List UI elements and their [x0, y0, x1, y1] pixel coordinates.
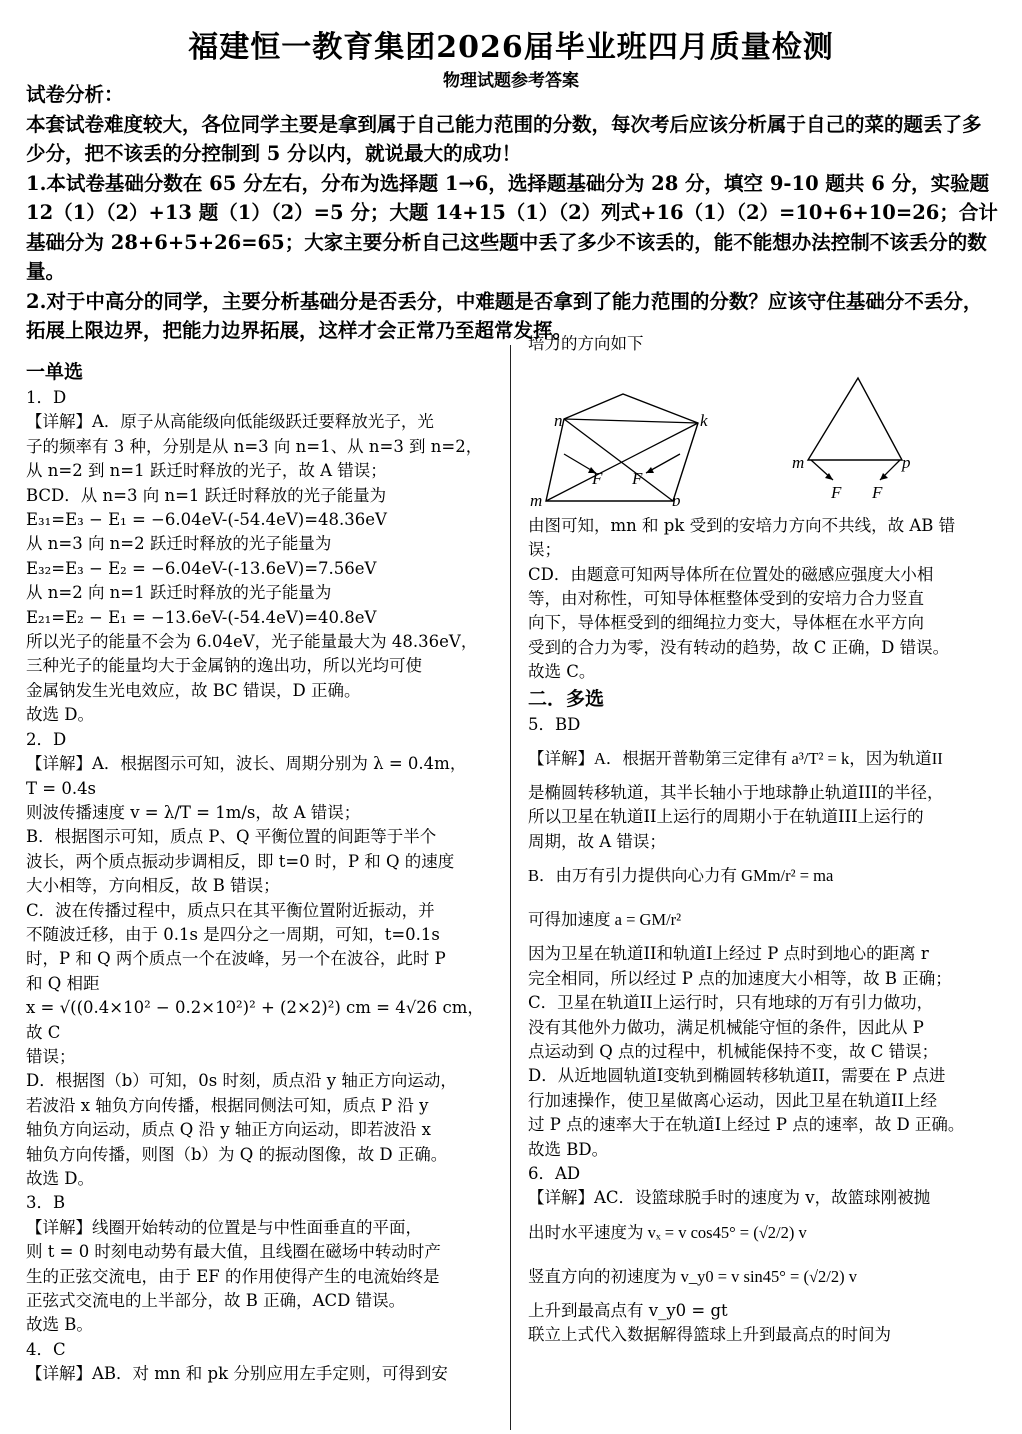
label-F: F	[831, 483, 842, 503]
answer-line: 【详解】AC．设篮球脱手时的速度为 v，故篮球刚被抛	[528, 1188, 931, 1208]
answer-line: 波长，两个质点振动步调相反，即 t=0 时，P 和 Q 的速度	[26, 851, 455, 871]
answer-line: 【详解】A．原子从高能级向低能级跃迁要释放光子，光	[26, 412, 434, 432]
answer-line: 行加速操作，使卫星做离心运动，因此卫星在轨道II上经	[528, 1090, 938, 1110]
answer-line: 等，由对称性，可知导体框整体受到的安培力合力竖直	[528, 589, 924, 609]
answer-line: 正弦式交流电的上半部分，故 B 正确，ACD 错误。	[26, 1291, 406, 1311]
answer-line: 【详解】A．根据图示可知，波长、周期分别为 λ = 0.4m，	[26, 754, 467, 774]
answer-line: 三种光子的能量均大于金属钠的逸出功，所以光均可使	[26, 656, 422, 676]
answer-line: 3．B	[26, 1193, 66, 1213]
vertical-velocity-line: 竖直方向的初速度为 v_y0 = v sin45° = (√2/2) v	[528, 1266, 857, 1286]
analysis-paragraph-3: 2.对于中高分的同学，主要分析基础分是否丢分，中难题是否拿到了能力范围的分数？应该守住基础分不丢分，拓展上限边界，把能力边界拓展，这样才会正常乃至超常发挥。	[26, 289, 983, 342]
answer-line: 过 P 点的速率大于在轨道I上经过 P 点的速率，故 D 正确。	[528, 1115, 965, 1135]
answer-line: 生的正弦交流电，由于 EF 的作用使得产生的电流始终是	[26, 1266, 440, 1286]
answer-line: 从 n=2 到 n=1 跃迁时释放的光子，故 A 错误；	[26, 461, 387, 481]
answer-line: C．波在传播过程中，质点只在其平衡位置附近振动，并	[26, 900, 435, 920]
right-answer-lines-b	[528, 781, 998, 854]
answer-line: 2．D	[26, 729, 67, 749]
horizontal-velocity-line: 出时水平速度为 vₓ = v cos45° = (√2/2) v	[528, 1222, 807, 1242]
label-p: p	[672, 491, 681, 507]
answer-line: 1．D	[26, 388, 67, 407]
answer-line: 没有其他外力做功，满足机械能守恒的条件，因此从 P	[528, 1017, 924, 1037]
answer-line: E₃₂=E₃ − E₂ = −6.04eV-(-13.6eV)=7.56eV	[26, 558, 377, 578]
answer-line: BCD．从 n=3 向 n=1 跃迁时释放的光子能量为	[26, 485, 387, 505]
label-F: F	[592, 469, 603, 489]
answer-line: 所以卫星在轨道II上运行的周期小于在轨道III上运行的	[528, 807, 924, 827]
column-divider	[510, 345, 511, 1430]
answer-line: 由图可知，mn 和 pk 受到的安培力方向不共线，故 AB 错	[528, 515, 956, 535]
answer-line: 误；	[528, 540, 561, 560]
right-answer-lines-c	[528, 942, 998, 1210]
wire-frame-left	[546, 394, 698, 501]
answer-line: 金属钠发生光电效应，故 BC 错误，D 正确。	[26, 680, 361, 700]
label-F: F	[632, 469, 643, 489]
answer-line: 大小相等，方向相反，故 B 错误；	[26, 876, 280, 896]
answer-line: 故选 D。	[26, 705, 94, 725]
page-subtitle: 物理试题参考答案	[443, 71, 579, 91]
suspension-line	[564, 419, 673, 501]
answer-line: B．根据图示可知，质点 P、Q 平衡位置的间距等于半个	[26, 827, 437, 847]
ampere-force-figure	[528, 356, 998, 506]
answer-line: 因为卫星在轨道II和轨道I上经过 P 点时到地心的距离 r	[528, 944, 929, 964]
answer-line: 5．BD	[528, 714, 581, 734]
answer-line: 和 Q 相距	[26, 973, 100, 993]
answer-line: 联立上式代入数据解得篮球上升到最高点的时间为	[528, 1325, 891, 1345]
acceleration-equation-line: 可得加速度 a = GM/r²	[528, 910, 682, 930]
right-column	[528, 332, 998, 1348]
left-answer-lines	[26, 386, 496, 1387]
gravity-equation-line: B．由万有引力提供向心力有 GMm/r² = ma	[528, 866, 834, 886]
page-title: 福建恒一教育集团2026届毕业班四月质量检测	[188, 30, 834, 65]
analysis-paragraph-2: 1.本试卷基础分数在 65 分左右，分布为选择题 1→6，选择题基础分为 28 分，填空 9-10 题共 6 分，实验题 12（1）（2）+13 题（1）（2）=5 分；大题 14+15（1）（2）列式+16（1）（2）=10+6+10=26；合计基础分为 28+6+5+26=65；大家主要分析自己这些题中丢了多少不该丢的，能不能想办法控制不该丢分的数量。	[26, 171, 998, 283]
answer-line: CD．由题意可知两导体所在位置处的磁感应强度大小相	[528, 564, 934, 584]
answer-line: 【详解】AB．对 mn 和 pk 分别应用左手定则，可得到安	[26, 1364, 448, 1384]
answer-line: 6．AD	[528, 1163, 581, 1183]
answer-line: 点运动到 Q 点的过程中，机械能保持不变，故 C 错误；	[528, 1041, 939, 1061]
answer-line: 完全相同，所以经过 P 点的加速度大小相等，故 B 正确；	[528, 968, 952, 988]
kepler-law-line: 【详解】A．根据开普勒第三定律有 a³/T² = k，因为轨道II	[528, 749, 943, 769]
answer-line: 故选 D。	[26, 1169, 94, 1188]
answer-line: D．根据图（b）可知，0s 时刻，质点沿 y 轴正方向运动，	[26, 1071, 457, 1091]
suspension-line	[564, 419, 698, 423]
answer-line: 所以光子的能量不会为 6.04eV，光子能量最大为 48.36eV，	[26, 632, 478, 652]
answer-line: 则波传播速度 v = λ/T = 1m/s，故 A 错误；	[26, 802, 361, 822]
answer-line: 从 n=3 向 n=2 跃迁时释放的光子能量为	[26, 534, 332, 554]
section-heading-single-choice: 一单选	[26, 361, 84, 383]
wire-frame-right	[808, 378, 902, 460]
answer-line: 上升到最高点有 v_y0 = gt	[528, 1300, 728, 1320]
answer-line: 培力的方向如下	[528, 334, 644, 353]
answer-line: 【详解】线圈开始转动的位置是与中性面垂直的平面，	[26, 1217, 422, 1237]
answer-line: 是椭圆转移轨道，其半长轴小于地球静止轨道III的半径，	[528, 783, 944, 803]
answer-line: E₃₁=E₃ − E₁ = −6.04eV-(-54.4eV)=48.36eV	[26, 510, 387, 530]
answer-line: 则 t = 0 时刻电动势有最大值，且线圈在磁场中转动时产	[26, 1242, 441, 1262]
label-n: n	[554, 411, 563, 431]
answer-line: 从 n=2 向 n=1 跃迁时释放的光子能量为	[26, 583, 332, 603]
answer-line: 时，P 和 Q 两个质点一个在波峰，另一个在波谷，此时 P	[26, 949, 446, 969]
label-m: m	[530, 491, 543, 507]
analysis-paragraph-1: 本套试卷难度较大，各位同学主要是拿到属于自己能力范围的分数，每次考后应该分析属于自己的菜的题丢了多少分，把不该丢的分控制到 5 分以内，就说最大的成功！	[26, 112, 982, 165]
answer-line: 错误；	[26, 1046, 76, 1066]
answer-line: 受到的合力为零，没有转动的趋势，故 C 正确，D 错误。	[528, 637, 950, 657]
label-k: k	[700, 411, 708, 431]
label-m: m	[792, 453, 805, 473]
answer-line: T = 0.4s	[26, 778, 97, 798]
answer-line: 轴负方向传播，则图（b）为 Q 的振动图像，故 D 正确。	[26, 1144, 448, 1164]
answer-line: 若波沿 x 轴负方向传播，根据同侧法可知，质点 P 沿 y	[26, 1095, 429, 1115]
answer-line: 故选 BD。	[528, 1139, 609, 1159]
answer-line: 不随波迁移，由于 0.1s 是四分之一周期，可知，t=0.1s	[26, 924, 440, 944]
answer-line: 故选 C。	[528, 662, 596, 682]
label-p: p	[902, 453, 911, 473]
arrow-head	[646, 467, 654, 473]
left-column	[26, 358, 496, 1387]
answer-line: 4．C	[26, 1339, 66, 1359]
right-answer-lines-d	[528, 1299, 998, 1348]
answer-line: x = √((0.4×10² − 0.2×10²)² + (2×2)²) cm = 4√26 cm，故 C	[26, 998, 484, 1042]
answer-line: 子的频率有 3 种，分别是从 n=3 向 n=1、从 n=3 到 n=2，	[26, 436, 483, 456]
answer-line: 故选 B。	[26, 1315, 93, 1335]
suspension-line	[546, 423, 698, 501]
answer-line: 周期，故 A 错误；	[528, 831, 666, 851]
analysis-heading: 试卷分析：	[26, 83, 124, 106]
answer-line: E₂₁=E₂ − E₁ = −13.6eV-(-54.4eV)=40.8eV	[26, 607, 377, 627]
section-heading-multiple-choice: 二．多选	[528, 687, 605, 710]
answer-line: 向下，导体框受到的细绳拉力变大，导体框在水平方向	[528, 613, 924, 633]
answer-line: 轴负方向运动，质点 Q 沿 y 轴正方向运动，即若波沿 x	[26, 1120, 431, 1140]
right-answer-lines-a	[528, 514, 998, 685]
answer-line: D．从近地圆轨道I变轨到椭圆转移轨道II，需要在 P 点进	[528, 1066, 946, 1086]
analysis-block	[26, 80, 998, 346]
label-F: F	[872, 483, 883, 503]
answer-line: C．卫星在轨道II上运行时，只有地球的万有引力做功，	[528, 993, 934, 1013]
